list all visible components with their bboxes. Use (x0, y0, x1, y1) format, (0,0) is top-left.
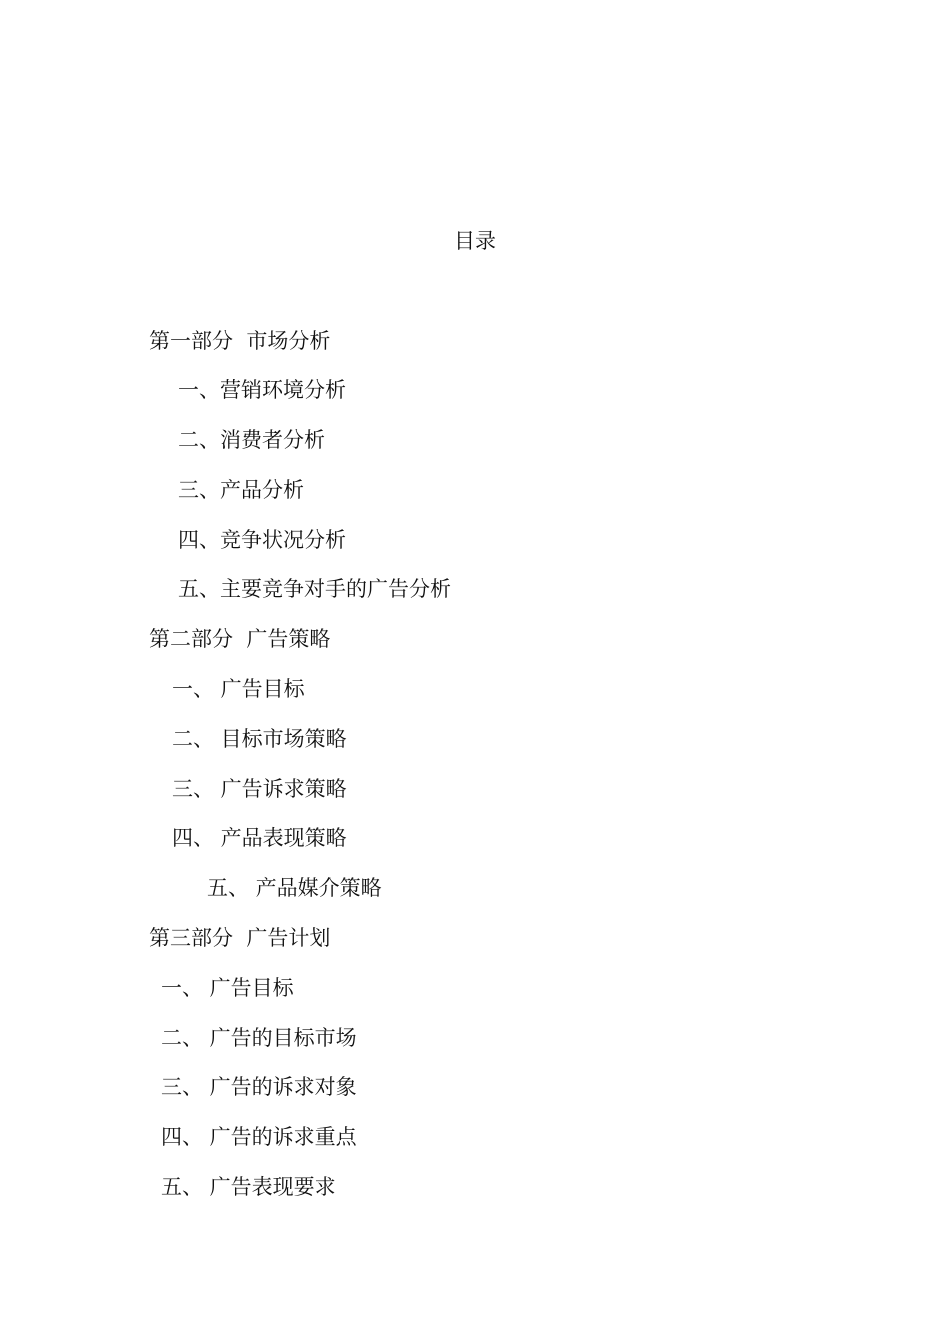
toc-entry: 一、营销环境分析 (178, 378, 346, 402)
toc-title: 目录 (454, 229, 496, 253)
toc-entry: 四、 产品表现策略 (172, 826, 347, 850)
toc-entry: 四、 广告的诉求重点 (161, 1125, 357, 1149)
toc-entry: 五、 产品媒介策略 (207, 876, 382, 900)
toc-entry: 三、产品分析 (178, 478, 304, 502)
toc-entry: 五、 广告表现要求 (161, 1175, 336, 1199)
part-heading-2: 第二部分 广告策略 (149, 627, 331, 651)
toc-entry: 四、竞争状况分析 (178, 528, 346, 552)
toc-entry: 一、 广告目标 (161, 976, 294, 1000)
toc-entry: 一、 广告目标 (172, 677, 305, 701)
toc-entry: 三、 广告诉求策略 (172, 777, 347, 801)
toc-entry: 二、 目标市场策略 (172, 727, 347, 751)
toc-entry: 二、消费者分析 (178, 428, 325, 452)
toc-entry: 二、 广告的目标市场 (161, 1026, 357, 1050)
part-heading-3: 第三部分 广告计划 (149, 926, 331, 950)
toc-entry: 五、主要竞争对手的广告分析 (178, 577, 451, 601)
part-heading-1: 第一部分 市场分析 (149, 329, 331, 353)
toc-entry: 三、 广告的诉求对象 (161, 1075, 357, 1099)
